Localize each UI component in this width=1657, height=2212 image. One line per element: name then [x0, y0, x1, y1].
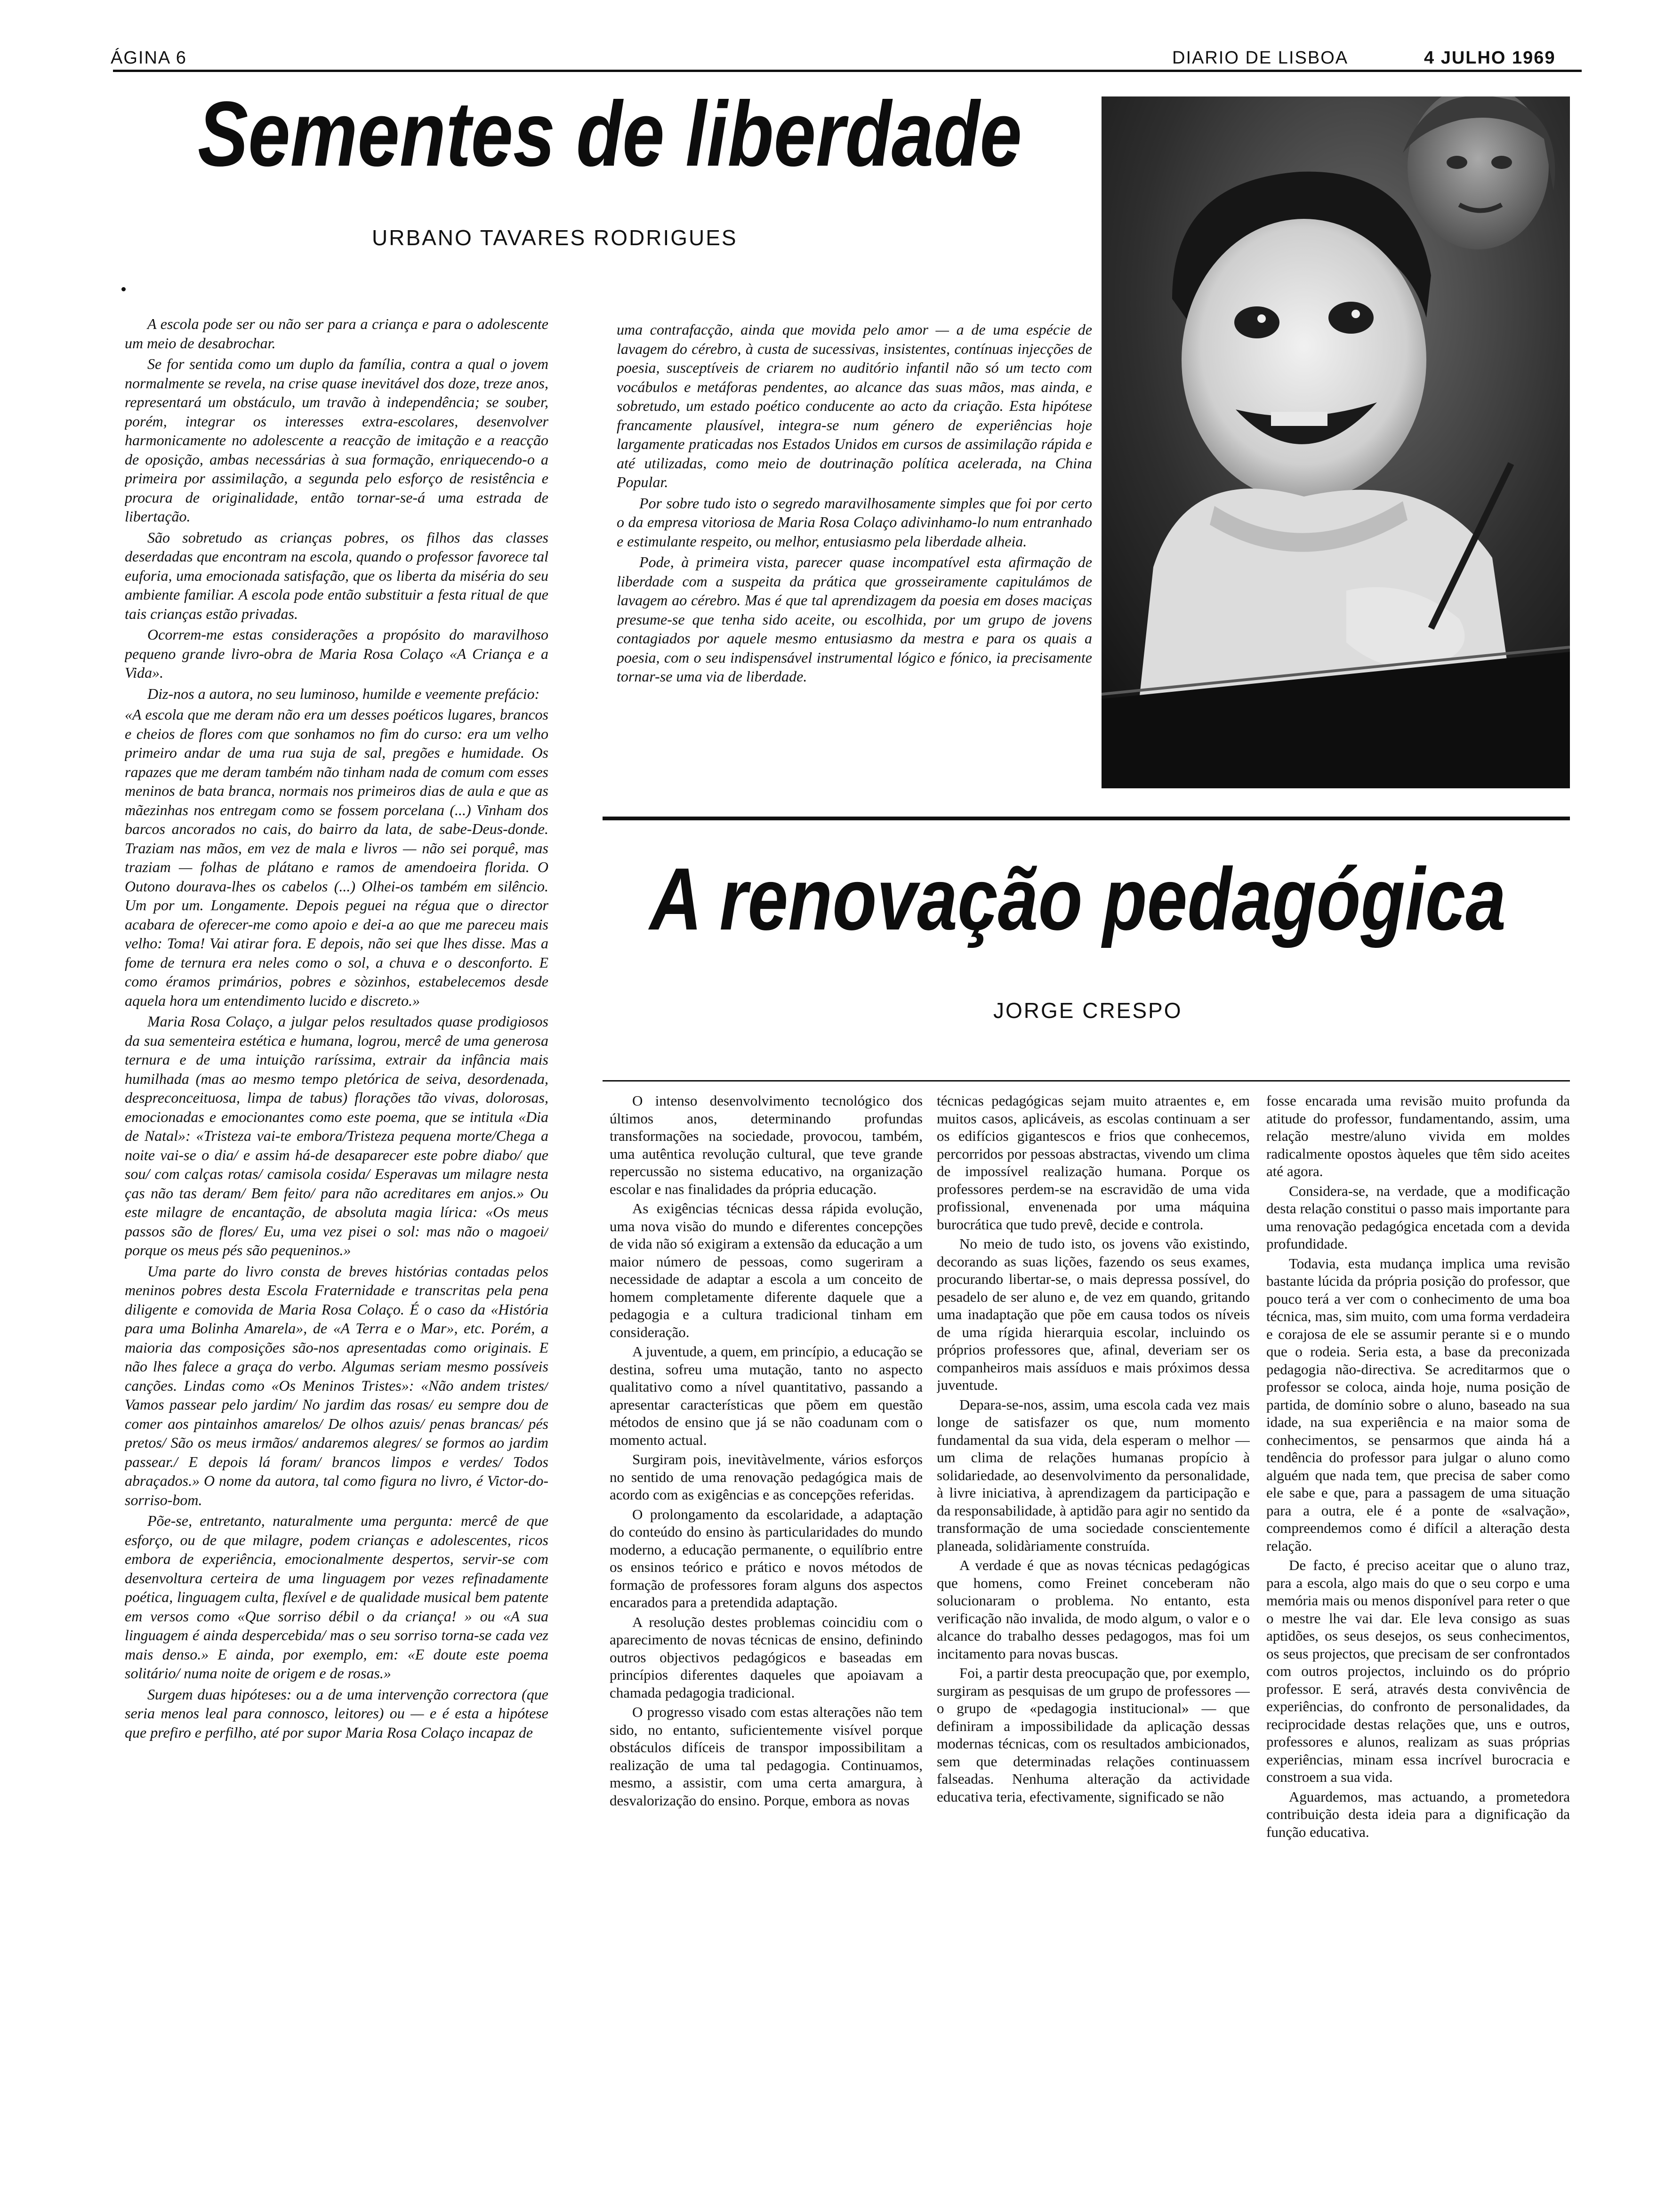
article1-column-1 [125, 314, 548, 2164]
paragraph: Aguardemos, mas actuando, a prometedora contribuição desta ideia para a dignificação da função educativa. [1266, 1788, 1570, 1840]
page-number: ÁGINA 6 [111, 48, 187, 68]
paragraph: A verdade é que as novas técnicas pedagógicas que homens, como Freinet conceberam não solucionaram o problema. No entanto, esta verificação não invalida, de modo algum, o valor e o alcance do trabalho desses pedagogos, mas foi um incitamento para novas buscas. [937, 1557, 1250, 1662]
paragraph: Põe-se, entretanto, naturalmente uma pergunta: mercê de que esforço, ou de que milagre, podem crianças e adolescentes, ricos embora de experiência, emocionalmente despertos, servir-se com desenvoltura certeira de uma linguagem por vezes refinadamente poética, linguagem culta, flexível e de qualidade musical bem patente em versos como «Que sorriso débil o da criança! » ou «A sua linguagem é ainda despercebida/ mas o seu sorriso torna-se cada vez mais denso.» E ainda, por exemplo, em: «E doute este poema solitário/ numa noite de origem e de rosas.» [125, 1512, 548, 1682]
top-rule [113, 70, 1582, 72]
paragraph: A juventude, a quem, em princípio, a educação se destina, sofreu uma mutação, tanto no aspecto qualitativo como a nível quantitativo, passando a apresentar características que põem em questão métodos de ensino que já se não coadunam com o momento actual. [610, 1343, 923, 1448]
paragraph: As exigências técnicas dessa rápida evolução, uma nova visão do mundo e diferentes concepções de vida não só exigiram a extensão da educação a um maior número de pessoas, como sugeriram a necessidade de adaptar a escola a um conceito de homem completamente diferente daquele que a pedagogia e a cultura tradicional tinham em consideração. [610, 1200, 923, 1340]
paragraph: O prolongamento da escolaridade, a adaptação do conteúdo do ensino às particularidades do mundo moderno, a educação permanente, o equilíbrio entre os ensinos teórico e prático e novos métodos de formação de professores foram alguns dos aspectos encarados para a pretendida adaptação. [610, 1506, 923, 1611]
paragraph: Surgem duas hipóteses: ou a de uma intervenção correctora (que seria menos leal para connosco, leitores) ou — e é esta a hipótese que prefiro e perfilho, até por supor Maria Rosa Colaço incapaz de [125, 1685, 548, 1741]
child-photo [1102, 96, 1570, 788]
article1-byline: URBANO TAVARES RODRIGUES [372, 225, 738, 250]
paragraph: Se for sentida como um duplo da família, contra a qual o jovem normalmente se revela, na crise quase inevitável dos doze, treze anos, representará um obstáculo, um travão à independência; se souber, porém, integrar os interesses extra-escolares, desenvolver harmonicamente no adolescente a reacção de imitação e a reacção de oposição, ambas necessárias à sua formação, enriquecendo-o a primeira por assimilação, a segunda pelo esforço de resistência e procura de originalidade, então tornar-se-á uma estrada de libertação. [125, 355, 548, 525]
paragraph: De facto, é preciso aceitar que o aluno traz, para a escola, algo mais do que o seu corpo e uma memória mais ou menos disponível para reter o que o mestre lhe vai dar. Ele leva consigo as suas aptidões, os seus desejos, os seus conhecimentos, os seus projectos, que precisam de ser confrontados com outros projectos, incluindo os do próprio professor. E será, através desta convivência de experiências, do confronto de personalidades, da reciprocidade destas relações que, uns e outros, professores e alunos, realizam as suas próprias experiências, minam essa incrível burocracia e constroem a sua vida. [1266, 1557, 1570, 1785]
bullet-mark [121, 287, 126, 291]
paragraph: A escola pode ser ou não ser para a criança e para o adolescente um meio de desabrochar. [125, 315, 548, 352]
paragraph: Diz-nos a autora, no seu luminoso, humilde e veemente prefácio: [147, 685, 540, 702]
paragraph: técnicas pedagógicas sejam muito atraentes e, em muitos casos, aplicáveis, as escolas continuam a ser os edifícios gigantescos e frios que conhecemos, percorridos por pessoas abstractas, vivendo um clima de impossível realização humana. Porque os professores perdem-se na escravidão de uma vida profissional, envenenada por uma máquina burocrática que tudo prevê, decide e controla. [937, 1092, 1250, 1233]
paragraph: No meio de tudo isto, os jovens vão existindo, decorando as suas lições, fazendo os seus exames, procurando libertar-se, o mais depressa possível, do pesadelo de ser aluno e, de vez em quando, gritando uma inadaptação que põe em causa todos os níveis de uma rígida hierarquia escolar, incluindo os próprios professores que, afinal, deveriam ser os companheiros mais assíduos e mais próximos dessa juventude. [937, 1235, 1250, 1393]
paragraph: fosse encarada uma revisão muito profunda da atitude do professor, fundamentando, assim, uma relação mestre/aluno vivida em moldes radicalmente opostos àqueles que têm sido aceites até agora. [1266, 1092, 1570, 1179]
paragraph: Uma parte do livro consta de breves histórias contadas pelos meninos pobres desta Escola Fraternidade e transcritas pela pena diligente e comovida de Maria Rosa Colaço. É o caso da «História para uma Bolinha Amarela», de «A Terra e o Mar», etc. Porém, a maioria das composições são-nos apresentadas como originais. E não lhes falece a graça do verbo. Algumas seriam mesmo possíveis canções. Lindas como «Os Meninos Tristes»: «Não andem tristes/ Vamos passear pelo jardim/ No jardim das rosas/ eu sempre dou de comer aos pintainhos amarelos/ De olhos azuis/ penas brancas/ pés pretos/ São os meus irmãos/ andaremos alegres/ se formos ao jardim passear./ E depois lá foram/ brancos limpos e verdes/ Todos abraçados.» O nome da autora, tal como figura no livro, é Victor-do-sorriso-bom. [125, 1262, 548, 1508]
article1-headline: Sementes de liberdade [198, 82, 1022, 185]
paragraph: Maria Rosa Colaço, a julgar pelos resultados quase prodigiosos da sua sementeira estética e humana, logrou, mercê de uma generosa ternura e de uma intuição raríssima, extrair da infância mais humilhada (mas ao mesmo tempo pletórica de seiva, desordenada, despreconceituosa, limpa de tabus) florações tão vivas, dolorosas, emocionadas e emocionantes como este poema, que se intitula «Dia de Natal»: «Tristeza vai-te embora/Tristeza pequena morte/Chega a noite vai-se o dia/ e assim há-de desaparecer este pobre diabo/ que sou/ com calças rotas/ camisola cosida/ Esperavas um milagre nesta ças não tas deram/ Bem feito/ para não acreditares em anjos.» Ou este milagre de encantação, de absoluta magia lírica: «Os meus passos são de flores/ Eu, uma vez pisei o sol: mas não o magoei/ porque os meus pés são pequeninos.» [125, 1013, 548, 1258]
paragraph: Surgiram pois, inevitàvelmente, vários esforços no sentido de uma renovação pedagógica mais de acordo com as exigências e as concepções referidas. [610, 1451, 923, 1503]
paragraph: O intenso desenvolvimento tecnológico dos últimos anos, determinando profundas transformações na sociedade, provocou, também, uma autêntica revolução cultural, que teve grande repercussão no sistema educativo, na organização escolar e nas finalidades da própria educação. [610, 1092, 923, 1197]
article2-headline: A renovação pedagógica [650, 850, 1506, 948]
article1-column-2 [617, 320, 1092, 800]
paragraph: uma contrafacção, ainda que movida pelo amor — a de uma espécie de lavagem do cérebro, à custa de sucessivas, insistentes, contínuas injecções de poesia, susceptíveis de criarem no auditório infantil não só um tecto com vocábulos e metáforas pendentes, ao alcance das suas mãos, mas ainda, e sobretudo, um estado poético conducente ao acto da criação. Esta hipótese francamente plausível, integra-se num género de experiências hoje largamente praticadas nos Estados Unidos em cursos de assimilação rápida e até utilizadas, como meio de doutrinação política acelerada, na China Popular. [617, 321, 1092, 490]
article2-byline: JORGE CRESPO [993, 998, 1182, 1023]
paragraph: O progresso visado com estas alterações não tem sido, no entanto, suficientemente visível porque obstáculos difíceis de transpor impossibilitam a realização de uma tal pedagogia. Continuamos, mesmo, a assistir, com uma certa amargura, à desvalorização do ensino. Porque, embora as novas [610, 1704, 923, 1809]
issue-date: 4 JULHO 1969 [1424, 48, 1556, 68]
section-rule [603, 817, 1570, 820]
column-rule [603, 1080, 1570, 1082]
paragraph: Por sobre tudo isto o segredo maravilhosamente simples que foi por certo o da empresa vitoriosa de Maria Rosa Colaço adivinhamo-lo num entranhado e estimulante respeito, ou melhor, entusiasmo pela liberdade alheia. [617, 494, 1092, 550]
newspaper-name: DIARIO DE LISBOA [1172, 48, 1349, 68]
article2-column-2 [937, 1092, 1250, 2179]
paragraph: Pode, à primeira vista, parecer quase incompatível esta afirmação de liberdade com a suspeita da prática que grosseiramente capitulámos de lavagem ao cérebro. Mas é que tal aprendizagem da poesia em doses maciças presume-se que tenha sido aceite, ou escolhida, por um grupo de jovens contagiados por aquele mesmo entusiasmo da mestra e para os quais a poesia, com o seu indispensável instrumental lógico e fónico, ia precisamente tornar-se uma via de liberdade. [617, 553, 1092, 685]
paragraph: Depara-se-nos, assim, uma escola cada vez mais longe de satisfazer os que, num momento fundamental da sua vida, dela esperam o melhor — um clima de relações humanas propício à solidariedade, ao desenvolvimento da personalidade, à livre iniciativa, à aprendizagem da participação e da responsabilidade, à aptidão para agir no sentido da transformação de uma sociedade conscientemente planeada, solidàriamente construída. [937, 1396, 1250, 1554]
paragraph: Todavia, esta mudança implica uma revisão bastante lúcida da própria posição do professor, que pouco terá a ver com o conhecimento de uma boa técnica, mas, sim muito, com uma forma verdadeira e corajosa de ele se assumir perante si e o mundo que o rodeia. Seria esta, a base da preconizada pedagogia não-directiva. Se acreditarmos que o professor se coloca, ainda hoje, numa posição de partida, de domínio sobre o aluno, baseado na sua idade, na sua experiência e na maior soma de conhecimentos, se pensarmos que ainda há a tendência do professor para julgar o aluno como alguém que nada tem, que precisa de saber como ele sabe e que, para a passagem de uma situação para a outra, ele é a ponte de «salvação», compreendemos como é difícil a alteração desta relação. [1266, 1255, 1570, 1554]
paragraph: Considera-se, na verdade, que a modificação desta relação constitui o passo mais importante para uma renovação pedagógica encetada com a devida profundidade. [1266, 1182, 1570, 1252]
paragraph: São sobretudo as crianças pobres, os filhos das classes deserdadas que encontram na escola, quando o professor favorece tal euforia, uma emocionada satisfação, que os liberta da miséria do seu ambiente familiar. A escola pode então substituir a festa ritual de que tais crianças estão privadas. [125, 529, 548, 622]
child-photo-illustration [1102, 96, 1570, 788]
quote-paragraph: «A escola que me deram não era um desses poéticos lugares, brancos e cheios de flores com que sonhamos no fim do curso: era um velho primeiro andar de uma rua suja de sal, pregões e humidade. Os rapazes que me deram também não tinham nada de comum com esses meninos de bata branca, normais nos primeiros dias de aula e que as mãezinhas nos entregam como se fossem porcelana (...) Vinham dos barcos ancorados no cais, do bairro da lata, de sabe-Deus-donde. Traziam nas mãos, em vez de mala e livros — não sei porquê, mas traziam — folhas de plátano e ramos de amendoeira florida. O Outono dourava-lhes os cabelos (...) Olhei-os também em silêncio. Um por um. Longamente. Depois peguei na régua que o director acabara de oferecer-me como apoio e dei-a ao que me pareceu mais velho: Toma! Vai atirar fora. E depois, não sei que lhes disse. Mas a fome de ternura era neles como o sol, a chuva e o desconforto. E como éramos primários, pobres e sòzinhos, estabelecemos desde aquela hora um entendimento lucido e discreto.» [125, 706, 548, 1009]
paragraph: Foi, a partir desta preocupação que, por exemplo, surgiram as pesquisas de um grupo de professores — o grupo de «pedagogia institucional» — que definiram a impossibilidade da aplicação dessas modernas técnicas, com os resultados ambicionados, sem que determinadas relações continuassem falseadas. Nenhuma alteração da actividade educativa teria, efectivamente, significado se não [937, 1665, 1250, 1805]
paragraph: A resolução destes problemas coincidiu com o aparecimento de novas técnicas de ensino, definindo outros objectivos pedagógicos e baseadas em princípios diferentes daqueles que apoiavam a chamada pedagogia tradicional. [610, 1613, 923, 1701]
paragraph: Ocorrem-me estas considerações a propósito do maravilhoso pequeno grande livro-obra de Maria Rosa Colaço «A Criança e a Vida». [125, 626, 548, 681]
article2-column-3 [1266, 1092, 1570, 2179]
article2-column-1 [610, 1092, 923, 2179]
